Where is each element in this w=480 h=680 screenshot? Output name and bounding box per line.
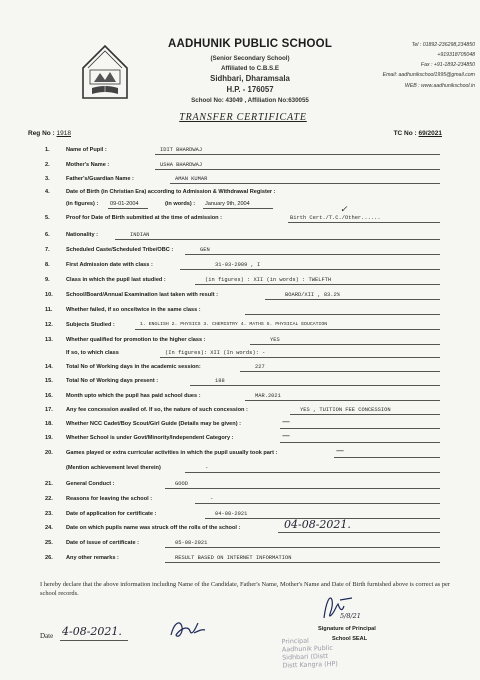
school-logo-icon bbox=[80, 42, 130, 102]
dob-figures-label: (in figures) : bbox=[66, 201, 99, 207]
field-label: Date of issue of certificate : bbox=[66, 540, 140, 546]
field-label: Date of application for certificate : bbox=[66, 511, 157, 517]
field-row: 18. Whether NCC Cadet/Boy Scout/Girl Guide (Details may be given) : — bbox=[0, 421, 480, 433]
field-row bbox=[0, 176, 480, 188]
tc-no-value: 69/2021 bbox=[418, 130, 442, 137]
field-value: BOARD/XII , 83.2% bbox=[285, 292, 340, 298]
field-row bbox=[0, 147, 480, 159]
field-value: YES bbox=[270, 337, 280, 343]
field-label: Nationality : bbox=[66, 232, 99, 238]
dob-words-label: (in words) : bbox=[165, 201, 196, 207]
field-label: Whether qualified for promotion to the higher class : bbox=[66, 337, 206, 343]
row-number: 16. bbox=[45, 393, 53, 399]
row-number: 23. bbox=[45, 511, 53, 517]
field-label: Any fee concession availed of. If so, the nature of such concession : bbox=[66, 407, 248, 413]
contact-fax: Fax : +91-1892-234850 bbox=[420, 62, 475, 68]
row-number: 20. bbox=[45, 450, 53, 456]
principal-signature-date: 5/8/21 bbox=[340, 612, 361, 620]
field-value: (in figures) : XII (in words) : TWELFTH bbox=[205, 277, 332, 283]
row-number: 15. bbox=[45, 378, 53, 384]
row-number: 3. bbox=[45, 176, 50, 182]
row-number: 8. bbox=[45, 262, 50, 268]
field-value: - bbox=[210, 496, 214, 502]
field-row bbox=[0, 407, 480, 419]
field-row-sub bbox=[0, 350, 480, 362]
field-label: Mother's Name : bbox=[66, 162, 110, 168]
row-number: 9. bbox=[45, 277, 50, 283]
field-row bbox=[0, 307, 480, 319]
field-row bbox=[0, 511, 480, 523]
row-number: 4. bbox=[45, 189, 50, 195]
contact-email: Email: aadhunikschool1995@gmail.com bbox=[382, 72, 475, 78]
stamp-line: Aadhunik Public bbox=[281, 643, 333, 654]
field-value: IDIT BHARDWAJ bbox=[160, 147, 203, 153]
row-number: 24. bbox=[45, 525, 53, 531]
row-number: 22. bbox=[45, 496, 53, 502]
field-row bbox=[0, 540, 480, 552]
field-label: Scheduled Caste/Scheduled Tribe/OBC : bbox=[66, 247, 174, 253]
field-row bbox=[0, 189, 480, 201]
row-number: 19. bbox=[45, 435, 53, 441]
field-label: Proof for Date of Birth submitted at the time of admission : bbox=[66, 215, 223, 221]
field-value: 227 bbox=[255, 364, 265, 370]
contact-web: WEB : www.aadhunikschool.in bbox=[404, 83, 475, 89]
field-value: 1. ENGLISH 2. PHYSICS 3. CHEMISTRY 4. MATHS 5. PHYSICAL EDUCATION bbox=[140, 322, 328, 327]
field-value: Birth Cert./T.C./Other...... bbox=[290, 215, 381, 221]
field-value: 31-03-2009 , I bbox=[215, 262, 261, 268]
field-sub-label: If so, to which class bbox=[66, 350, 119, 356]
field-sub-value: - bbox=[205, 465, 209, 471]
row-number: 13. bbox=[45, 337, 53, 343]
reg-no-label: Reg No : bbox=[28, 130, 55, 137]
field-row bbox=[0, 364, 480, 376]
field-value: RESULT BASED ON INTERNET INFORMATION bbox=[175, 555, 292, 561]
row-number: 6. bbox=[45, 232, 50, 238]
row-number: 5. bbox=[45, 215, 50, 221]
date-label: Date bbox=[40, 632, 54, 640]
field-row: 19. Whether School is under Govt/Minority/Independent Category : — bbox=[0, 435, 480, 447]
row-number: 25. bbox=[45, 540, 53, 546]
field-label: Father's/Guardian Name : bbox=[66, 176, 134, 182]
stamp-line: Distt Kangra (HP) bbox=[282, 659, 338, 670]
field-row bbox=[0, 481, 480, 493]
school-seal-label: School SEAL bbox=[332, 636, 368, 642]
signature-of-principal-label: Signature of Principal bbox=[318, 626, 376, 632]
field-label: Games played or extra curricular activities in which the pupil usually took part : bbox=[66, 450, 278, 456]
field-label: Total No of Working days present : bbox=[66, 378, 159, 384]
field-value: MAR.2021 bbox=[255, 393, 281, 399]
field-label: Month upto which the pupil has paid school dues : bbox=[66, 393, 201, 399]
tc-no-label: TC No : bbox=[393, 130, 417, 137]
field-row bbox=[0, 277, 480, 289]
field-label: Name of Pupil : bbox=[66, 147, 107, 153]
field-sub-value: (In figures): XII (In words): - bbox=[165, 350, 266, 356]
stamp-line: Principal bbox=[281, 636, 309, 646]
school-number: School No: 43049 , Affiliation No:630055 bbox=[191, 97, 309, 104]
field-row-dob bbox=[0, 201, 480, 213]
row-number: 7. bbox=[45, 247, 50, 253]
field-label: Whether failed, if so once/twice in the same class : bbox=[66, 307, 201, 313]
field-label: Date on which pupils name was struck off the rolls of the school : bbox=[66, 525, 241, 531]
field-row bbox=[0, 322, 480, 334]
school-name: AADHUNIK PUBLIC SCHOOL bbox=[167, 38, 333, 50]
field-label: Whether School is under Govt/Minority/Independent Category : bbox=[66, 435, 234, 441]
field-row bbox=[0, 247, 480, 259]
school-address-line1: Sidhbari, Dharamsala bbox=[210, 74, 290, 83]
row-number: 21. bbox=[45, 481, 53, 487]
field-row-sub bbox=[0, 465, 480, 477]
contact-tel: Tel : 01892-236298,234850 bbox=[411, 42, 475, 48]
field-label: Subjects Studied : bbox=[66, 322, 115, 328]
field-row bbox=[0, 518, 480, 537]
school-subtitle: (Senior Secondary School) bbox=[210, 55, 290, 62]
field-label: Reasons for leaving the school : bbox=[66, 496, 153, 502]
date-handwritten: 4-08-2021. bbox=[62, 625, 122, 638]
field-label: School/Board/Annual Examination last taken with result : bbox=[66, 292, 218, 298]
field-row bbox=[0, 337, 480, 349]
document-title: TRANSFER CERTIFICATE bbox=[179, 112, 307, 123]
field-value: USHA BHARDWAJ bbox=[160, 162, 203, 168]
struck-off-date-handwritten: 04-08-2021. bbox=[284, 518, 351, 531]
stamp-line: Sidhbari (Distt bbox=[282, 651, 329, 662]
field-row bbox=[0, 162, 480, 174]
field-value: AMAN KUMAR bbox=[175, 176, 208, 182]
tick-mark: ✓ bbox=[340, 205, 348, 215]
row-number: 10. bbox=[45, 292, 53, 298]
row-number: 18. bbox=[45, 421, 53, 427]
school-affiliation: Affiliated to C.B.S.E bbox=[220, 65, 280, 72]
field-label: Class in which the pupil last studied : bbox=[66, 277, 166, 283]
row-number: 2. bbox=[45, 162, 50, 168]
clerk-signature-icon bbox=[168, 615, 208, 643]
dob-words-value: January 9th, 2004 bbox=[205, 201, 250, 207]
field-row bbox=[0, 232, 480, 244]
field-value: INDIAN bbox=[130, 232, 150, 238]
field-row bbox=[0, 378, 480, 390]
reg-no bbox=[28, 130, 71, 137]
row-number: 14. bbox=[45, 364, 53, 370]
row-number: 12. bbox=[45, 322, 53, 328]
field-label: General Conduct : bbox=[66, 481, 115, 487]
field-value: YES , TUITION FEE CONCESSION bbox=[300, 407, 391, 413]
field-value: 04-08-2021 bbox=[215, 511, 248, 517]
field-row bbox=[0, 555, 480, 567]
field-row bbox=[0, 393, 480, 405]
field-row bbox=[0, 292, 480, 304]
row-number: 1. bbox=[45, 147, 50, 153]
contact-tel2: +919318705048 bbox=[437, 52, 475, 58]
field-label: Total No of Working days in the academic session: bbox=[66, 364, 201, 370]
field-row bbox=[0, 205, 480, 227]
field-label: Any other remarks : bbox=[66, 555, 119, 561]
row-number: 11. bbox=[45, 307, 53, 313]
field-sub-label: (Mention achievement level therein) bbox=[66, 465, 161, 471]
reg-no-value: 1918 bbox=[56, 130, 72, 137]
school-address-line2: H.P. - 176057 bbox=[226, 85, 274, 94]
field-row bbox=[0, 496, 480, 508]
row-number: 26. bbox=[45, 555, 53, 561]
field-value: GOOD bbox=[175, 481, 188, 487]
field-label: Date of Birth (in Christian Era) according to Admission & Withdrawal Register : bbox=[66, 189, 276, 195]
field-value: GEN bbox=[200, 247, 210, 253]
field-value: 05-08-2021 bbox=[175, 540, 208, 546]
field-label: First Admission date with class : bbox=[66, 262, 153, 268]
dob-figures-value: 09-01-2004 bbox=[110, 201, 139, 207]
field-row: 20. Games played or extra curricular activities in which the pupil usually took part : — bbox=[0, 450, 480, 462]
field-label: Whether NCC Cadet/Boy Scout/Girl Guide (Details may be given) : bbox=[66, 421, 241, 427]
row-number: 17. bbox=[45, 407, 53, 413]
field-value: 188 bbox=[215, 378, 225, 384]
field-row bbox=[0, 262, 480, 274]
declaration-text: I hereby declare that the above information including Name of the Candidate, Father's Name, Mother's Name and Date of Birth furnished above is correct as per school records. bbox=[40, 581, 450, 597]
tc-no bbox=[394, 130, 442, 137]
principal-stamp bbox=[281, 634, 372, 669]
